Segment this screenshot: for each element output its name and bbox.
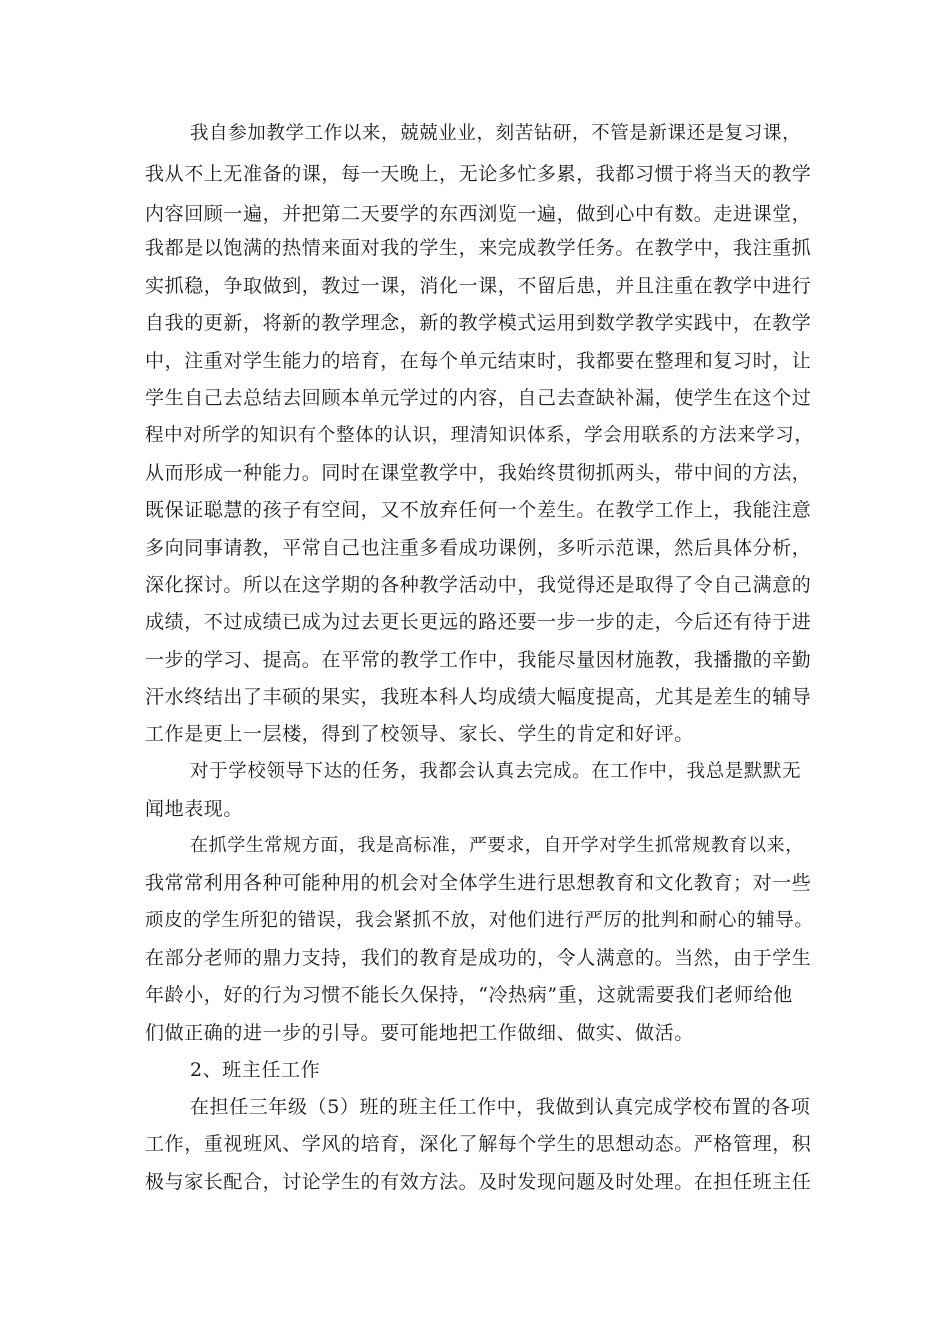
- paragraph-line: 在担任三年级（5）班的班主任工作中，我做到认真完成学校布置的各项: [190, 1096, 811, 1118]
- paragraph-line: 学生自己去总结去回顾本单元学过的内容，自己去查缺补漏，使学生在这个过: [145, 387, 812, 409]
- paragraph-line: 汗水终结出了丰硕的果实，我班本科人均成绩大幅度提高，尤其是差生的辅导: [145, 686, 812, 708]
- paragraph-line: 既保证聪慧的孩子有空间，又不放弃任何一个差生。在教学工作上，我能注意: [145, 499, 812, 521]
- paragraph-line: 顽皮的学生所犯的错误，我会紧抓不放，对他们进行严厉的批判和耐心的辅导。: [145, 910, 814, 931]
- paragraph-line: 一步的学习、提高。在平常的教学工作中，我能尽量因材施教，我播撒的辛勤: [145, 649, 812, 671]
- paragraph-line: 实抓稳，争取做到，教过一课，消化一课，不留后患，并且注重在教学中进行: [145, 275, 812, 297]
- paragraph-line: 闻地表现。: [145, 798, 244, 820]
- paragraph-line: 年龄小，好的行为习惯不能长久保持，“冷热病”重，这就需要我们老师给他: [145, 984, 793, 1006]
- paragraph-line: 中，注重对学生能力的培育，在每个单元结束时，我都要在整理和复习时，让: [145, 350, 812, 372]
- paragraph-line: 我自参加教学工作以来，兢兢业业，刻苦钻研，不管是新课还是复习课，: [190, 123, 802, 144]
- paragraph-line: 我常常利用各种可能种用的机会对全体学生进行思想教育和文化教育；对一些: [145, 872, 812, 894]
- paragraph-line: 工作，重视班风、学风的培育，深化了解每个学生的思想动态。严格管理，积: [145, 1133, 812, 1155]
- paragraph-line: 对于学校领导下达的任务，我都会认真去完成。在工作中，我总是默默无: [190, 761, 802, 782]
- paragraph-line: 我从不上无准备的课，每一天晚上，无论多忙多累，我都习惯于将当天的教学: [145, 163, 812, 185]
- paragraph-line: 内容回顾一遍，并把第二天要学的东西浏览一遍，做到心中有数。走进课堂，: [145, 203, 812, 225]
- paragraph-line: 程中对所学的知识有个整体的认识，理清知识体系，学会用联系的方法来学习，: [145, 425, 814, 446]
- paragraph-line: 工作是更上一层楼，得到了校领导、家长、学生的肯定和好评。: [145, 723, 694, 745]
- paragraph-line: 深化探讨。所以在这学期的各种教学活动中，我觉得还是取得了令自己满意的: [145, 574, 812, 596]
- paragraph-line: 极与家长配合，讨论学生的有效方法。及时发现问题及时处理。在担任班主任: [145, 1171, 812, 1193]
- paragraph-line: 多向同事请教，平常自己也注重多看成功课例，多听示范课，然后具体分析，: [145, 537, 812, 559]
- paragraph-line: 在部分老师的鼎力支持，我们的教育是成功的，令人满意的。当然，由于学生: [145, 947, 812, 969]
- paragraph-line: 们做正确的进一步的引导。要可能地把工作做细、做实、做活。: [145, 1022, 694, 1044]
- paragraph-line: 在抓学生常规方面，我是高标准，严要求，自开学对学生抓常规教育以来，: [190, 835, 804, 856]
- paragraph-line: 自我的更新，将新的教学理念，新的教学模式运用到数学教学实践中，在教学: [145, 312, 812, 334]
- paragraph-line: 从而形成一种能力。同时在课堂教学中，我始终贯彻抓两头，带中间的方法，: [145, 462, 812, 484]
- section-heading: 2、班主任工作: [190, 1059, 321, 1081]
- paragraph-line: 我都是以饱满的热情来面对我的学生，来完成教学任务。在教学中，我注重抓: [145, 237, 812, 259]
- paragraph-line: 成绩，不过成绩已成为过去更长更远的路还要一步一步的走，今后还有待于进: [145, 611, 812, 633]
